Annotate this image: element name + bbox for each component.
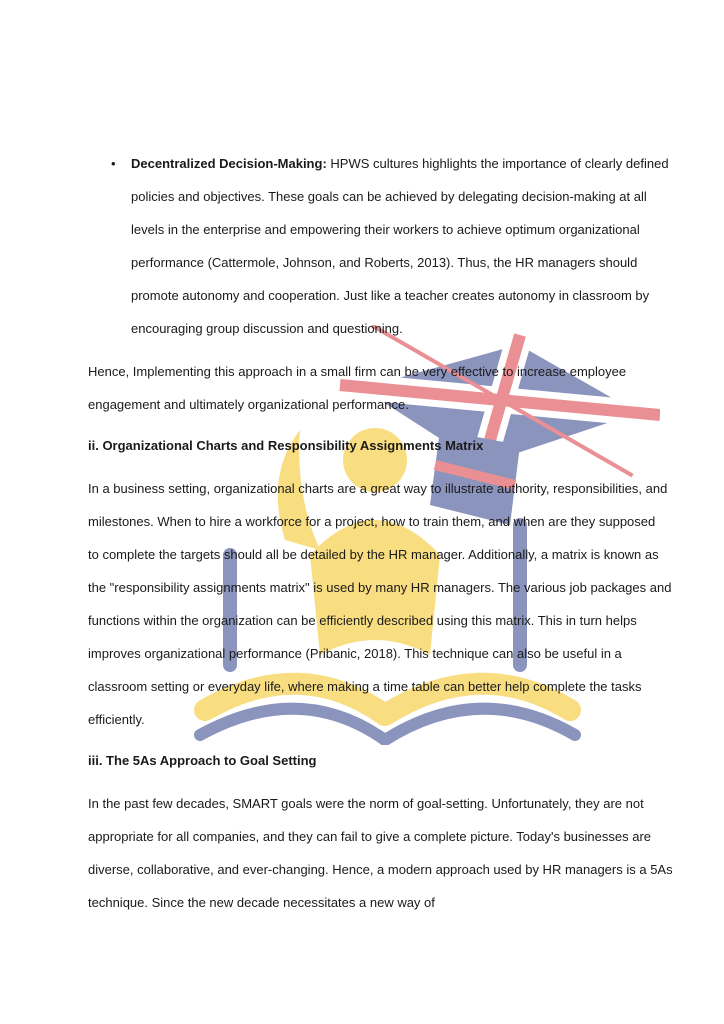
section2-line-6: improves organizational performance (Pribanic, 2018). This technique can also be useful in a bbox=[88, 646, 622, 661]
section2-line-4: the "responsibility assignments matrix" is used by many HR managers. The various job packages and bbox=[88, 580, 672, 595]
section2-line-5: functions within the organization can be efficiently described using this matrix. This in turn helps bbox=[88, 613, 637, 628]
bullet-line-5: promote autonomy and cooperation. Just like a teacher creates autonomy in classroom by bbox=[131, 288, 650, 303]
section2-line-3: to complete the targets should all be detailed by the HR manager. Additionally, a matrix is known as bbox=[88, 547, 659, 562]
bullet-heading: Decentralized Decision-Making: bbox=[131, 156, 327, 171]
bullet-line-4: performance (Cattermole, Johnson, and Roberts, 2013). Thus, the HR managers should bbox=[131, 255, 638, 270]
section3-line-3: diverse, collaborative, and ever-changing. Hence, a modern approach used by HR managers is a 5As bbox=[88, 862, 673, 877]
section3-heading: iii. The 5As Approach to Goal Setting bbox=[88, 753, 317, 768]
bullet-line-2: policies and objectives. These goals can be achieved by delegating decision-making at all bbox=[131, 189, 647, 204]
section3-line-4: technique. Since the new decade necessitates a new way of bbox=[88, 895, 435, 910]
section3-line-2: appropriate for all companies, and they can fail to give a complete picture. Today's businesses are bbox=[88, 829, 652, 844]
bullet-line-3: levels in the enterprise and empowering their workers to achieve optimum organizational bbox=[131, 222, 640, 237]
bullet-marker: • bbox=[111, 156, 116, 171]
paragraph-line-2: engagement and ultimately organizational performance. bbox=[88, 397, 409, 412]
section2-line-7: classroom setting or everyday life, where making a time table can better help complete the tasks bbox=[88, 679, 642, 694]
section2-line-2: milestones. When to hire a workforce for a project, how to train them, and when are they supposed bbox=[88, 514, 656, 529]
section3-line-1: In the past few decades, SMART goals were the norm of goal-setting. Unfortunately, they are not bbox=[88, 796, 644, 811]
bullet-line-6: encouraging group discussion and questioning. bbox=[131, 321, 403, 336]
paragraph-line-1: Hence, Implementing this approach in a small firm can be very effective to increase employee bbox=[88, 364, 627, 379]
bullet-text: HPWS cultures highlights the importance of clearly defined bbox=[326, 156, 669, 171]
section2-heading: ii. Organizational Charts and Responsibility Assignments Matrix bbox=[88, 438, 484, 453]
bullet-line-1 bbox=[131, 156, 669, 172]
section2-line-8: efficiently. bbox=[88, 712, 145, 727]
section2-line-1: In a business setting, organizational charts are a great way to illustrate authority, responsibilities, and bbox=[88, 481, 668, 496]
